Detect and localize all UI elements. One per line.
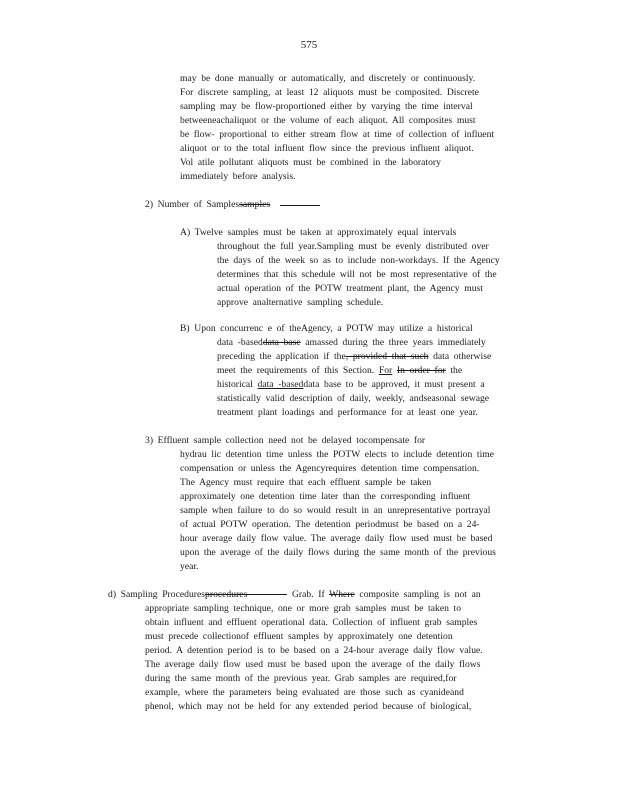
text-line: example, where the parameters being evaluated are those such as cyanideand [145, 687, 464, 698]
text-line: statistically valid description of daily, weekly, andseasonal sewage [217, 393, 490, 404]
text-line: treatment plant loadings and performance for at least one year. [217, 407, 478, 418]
text-span: amassed during the three years immediately [300, 337, 486, 348]
text-line: approve analternative sampling schedule. [217, 297, 384, 308]
text-line: actual operation of the POTW treatment plant, the Agency must [217, 283, 483, 294]
text-line: approximately one detention time later than the corresponding influent [180, 491, 471, 502]
struck-text: data base [262, 337, 301, 348]
text-line: determines that this schedule will not be most representative of the [217, 269, 497, 280]
text-span: the [445, 365, 463, 376]
text-line [217, 336, 486, 350]
text-span: composite sampling is not an [354, 589, 481, 600]
text-line [217, 350, 491, 364]
text-line: betweeneachaliquot or the volume of each aliquot. All composites must [180, 115, 476, 126]
text-line: compensation or unless the Agencyrequires detention time compensation. [180, 463, 480, 474]
text-line: B) Upon concurrenc e of theAgency, a POTW may utilize a historical [180, 323, 473, 334]
text-line: be flow- proportional to either stream flow at time of collection of influent [180, 129, 495, 140]
underline-rule [280, 205, 320, 206]
inserted-text: For [378, 365, 393, 376]
text-line: For discrete sampling, at least 12 aliquots must be composited. Discrete [180, 87, 479, 98]
item-2-heading [145, 198, 270, 212]
text-line: phenol, which may not be held for any extended period because of biological, [145, 701, 472, 712]
text-span: preceding the application if the [217, 351, 346, 362]
text-line: throughout the full year.Sampling must be evenly distributed over [217, 241, 489, 252]
text-span: data -based [217, 337, 263, 348]
text-line: immediately before analysis. [180, 171, 296, 182]
text-line: year. [180, 561, 199, 572]
struck-text: , provided that such [345, 351, 429, 362]
text-line: upon the average of the daily flows during the same month of the previous [180, 547, 496, 558]
text-line: of actual POTW operation. The detention periodmust be based on a 24- [180, 519, 480, 530]
text-line: sample when failure to do so would result in an unrepresentative portrayal [180, 505, 491, 516]
page-number: 575 [300, 39, 318, 51]
text-line: must precede collectionof effluent samples by approximately one detention [145, 631, 453, 642]
struck-text: procedures [205, 589, 248, 600]
text-line: A) Twelve samples must be taken at approximately equal intervals [180, 227, 457, 238]
underline-rule [247, 594, 287, 595]
struck-text: samples [239, 199, 271, 210]
text-line: may be done manually or automatically, and discretely or continuously. [180, 73, 476, 84]
struck-text: In order for [396, 365, 446, 376]
text-line: period. A detention period is to be based on a 24-hour average daily flow value. [145, 645, 483, 656]
text-line: aliquot or to the total influent flow since the previous influent aliquot. [180, 143, 474, 154]
text-line: the days of the week so as to include non-workdays. If the Agency [217, 255, 500, 266]
text-line [217, 378, 485, 392]
text-line: sampling may be flow-proportioned either by varying the time interval [180, 101, 473, 112]
text-line: hour average daily flow value. The average daily flow used must be based [180, 533, 493, 544]
text-span: data otherwise [428, 351, 492, 362]
text-span: Grab. If [287, 589, 330, 600]
inserted-text: data -based [257, 379, 304, 390]
text-span: meet the requirements of this Section. [217, 365, 379, 376]
text-span: historical [217, 379, 258, 390]
text-line: 3) Effluent sample collection need not be delayed tocompensate for [145, 435, 426, 446]
section-d-heading [108, 588, 481, 602]
text-line: Vol atile pollutant aliquots must be combined in the laboratory [180, 157, 441, 168]
text-line [217, 364, 462, 378]
text-line: hydrau lic detention time unless the POTW elects to include detention time [180, 449, 495, 460]
text-line: The Agency must require that each effluent sample be taken [180, 477, 432, 488]
text-line: during the same month of the previous year. Grab samples are required,for [145, 673, 457, 684]
struck-text: Where [329, 589, 355, 600]
text-line: The average daily flow used must be based upon the average of the daily flows [145, 659, 481, 670]
heading-text: 2) Number of Samples [145, 199, 240, 210]
text-line: obtain influent and effluent operational data. Collection of influent grab samples [145, 617, 478, 628]
text-span: d) Sampling Procedures [108, 589, 206, 600]
text-span: data base to be approved, it must present a [303, 379, 485, 390]
text-line: appropriate sampling technique, one or more grab samples must be taken to [145, 603, 462, 614]
